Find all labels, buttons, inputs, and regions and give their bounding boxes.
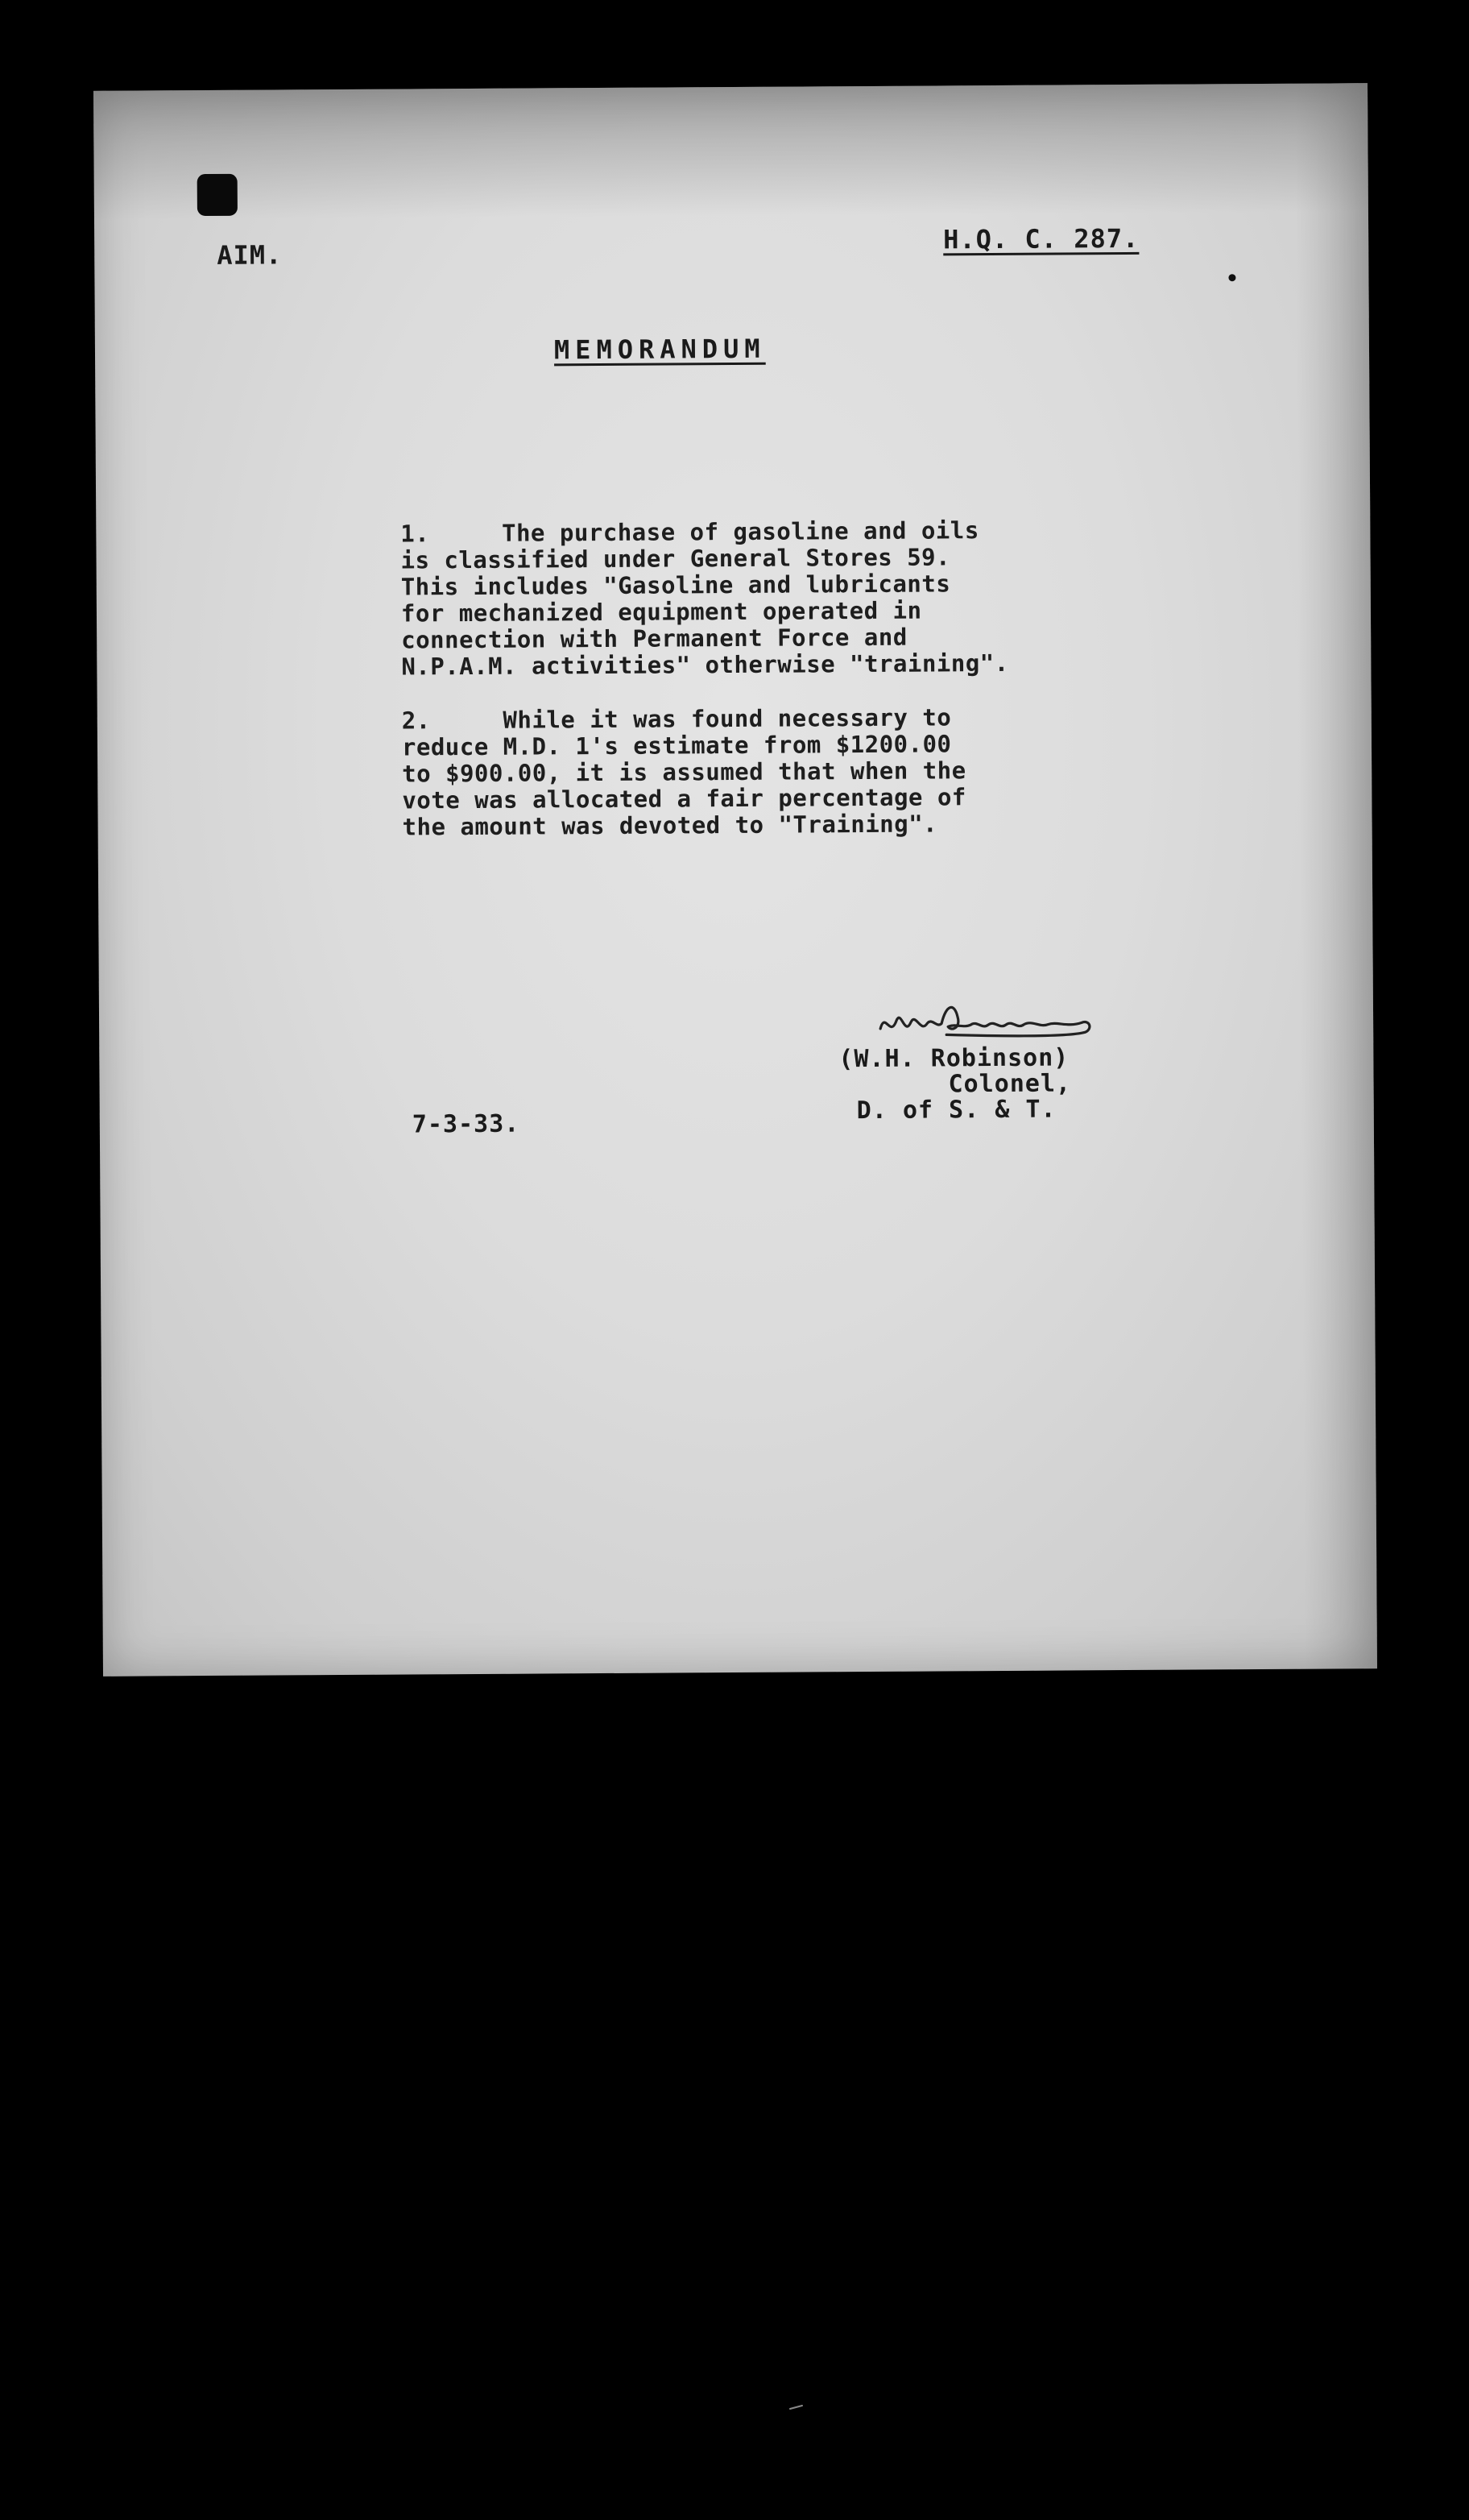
paragraph-1-line: for mechanized equipment operated in: [400, 596, 922, 628]
paragraph-1-line: connection with Permanent Force and: [401, 623, 908, 654]
memorandum-page: [93, 83, 1377, 1677]
paragraph-1-line: This includes "Gasoline and lubricants: [400, 570, 951, 601]
memo-date: 7-3-33.: [412, 1109, 520, 1139]
file-reference-left: AIM.: [217, 239, 283, 271]
signatory-name: (W.H. Robinson): [838, 1043, 1070, 1074]
paragraph-1-line: is classified under General Stores 59.: [400, 543, 951, 574]
paragraph-1-line: N.P.A.M. activities" otherwise "training".: [401, 649, 1009, 681]
paragraph-2-line: vote was allocated a fair percentage of: [402, 783, 966, 814]
paragraph-2-line: the amount was devoted to "Training".: [402, 810, 938, 841]
scan-speck: [789, 2404, 804, 2410]
punch-hole: [197, 174, 238, 216]
paragraph-1-line: 1. The purchase of gasoline and oils: [400, 516, 979, 548]
paragraph-2-line: to $900.00, it is assumed that when the: [402, 756, 966, 788]
paragraph-2: [402, 704, 966, 840]
paragraph-2-line: 2. While it was found necessary to: [401, 703, 952, 735]
paragraph-2-line: reduce M.D. 1's estimate from $1200.00: [401, 730, 952, 761]
handwritten-signature: [874, 995, 1099, 1053]
memo-title: MEMORANDUM: [553, 333, 766, 366]
signatory-rank: Colonel,: [948, 1069, 1072, 1099]
ink-dot: [1228, 274, 1235, 281]
signatory-title: D. of S. & T.: [856, 1095, 1057, 1125]
file-reference-right: H.Q. C. 287.: [943, 222, 1140, 255]
paragraph-1: [400, 517, 1009, 681]
